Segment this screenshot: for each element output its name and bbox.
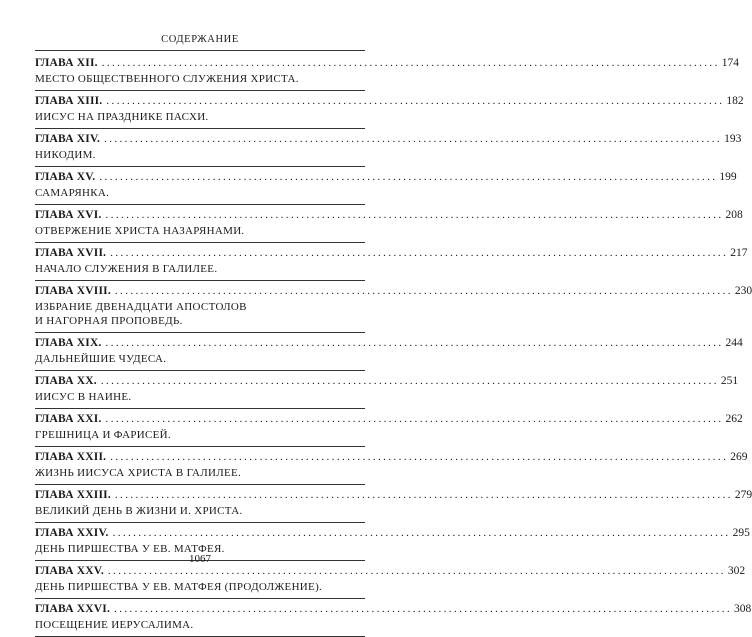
toc-entry-head [35, 93, 744, 110]
toc-entry-head [35, 169, 737, 186]
dot-leader: ........................................................................................................................ [105, 337, 724, 349]
toc-entry [35, 599, 752, 637]
toc-entry [35, 561, 746, 599]
toc-entry [35, 91, 744, 129]
chapter-title: И НАГОРНАЯ ПРОПОВЕДЬ. [35, 315, 183, 327]
dot-leader: ........................................................................................................................ [114, 603, 733, 615]
toc-entry-head [35, 487, 752, 504]
chapter-label: ГЛАВА XIII. [35, 95, 103, 107]
chapter-title: НАЧАЛО СЛУЖЕНИЯ В ГАЛИЛЕЕ. [35, 263, 218, 275]
toc-entry-head [35, 245, 748, 262]
toc-entry-head [35, 563, 746, 580]
chapter-page-number: 269 [730, 451, 748, 463]
chapter-page-number: 251 [720, 375, 739, 387]
chapter-title: МЕСТО ОБЩЕСТВЕННОГО СЛУЖЕНИЯ ХРИСТА. [35, 73, 299, 85]
dot-leader: ........................................................................................................................ [107, 565, 726, 577]
table-of-contents [35, 53, 752, 637]
toc-entry [35, 333, 743, 371]
toc-entry-head [35, 283, 752, 300]
dot-leader: ........................................................................................................................ [99, 171, 718, 183]
chapter-title: ГРЕШНИЦА И ФАРИСЕЙ. [35, 429, 171, 441]
chapter-page-number: 295 [732, 527, 750, 539]
chapter-page-number: 199 [719, 171, 737, 183]
dot-leader: ........................................................................................................................ [101, 57, 720, 69]
dot-leader: ........................................................................................................................ [105, 413, 724, 425]
toc-entry-head [35, 335, 743, 352]
toc-entry-head [35, 449, 748, 466]
toc-entry [35, 281, 752, 333]
header-rule [35, 50, 365, 51]
chapter-label: ГЛАВА XXIII. [35, 489, 111, 501]
chapter-title: ОТВЕРЖЕНИЕ ХРИСТА НАЗАРЯНАМИ. [35, 225, 245, 237]
chapter-page-number: 193 [724, 133, 742, 145]
toc-entry-head [35, 373, 739, 390]
chapter-title: САМАРЯНКА. [35, 187, 110, 199]
chapter-label: ГЛАВА XIX. [35, 337, 102, 349]
dot-leader: ........................................................................................................................ [112, 527, 731, 539]
dot-leader: ........................................................................................................................ [114, 285, 733, 297]
toc-entry-head [35, 207, 743, 224]
toc-entry [35, 53, 739, 91]
chapter-page-number: 208 [725, 209, 743, 221]
chapter-label: ГЛАВА XXV. [35, 565, 104, 577]
dot-leader: ........................................................................................................................ [106, 95, 725, 107]
chapter-title: ДЕНЬ ПИРШЕСТВА У ЕВ. МАТФЕЯ (ПРОДОЛЖЕНИЕ). [35, 581, 323, 593]
chapter-label: ГЛАВА XX. [35, 375, 97, 387]
chapter-title: ЖИЗНЬ ИИСУСА ХРИСТА В ГАЛИЛЕЕ. [35, 467, 242, 479]
chapter-label: ГЛАВА XXI. [35, 413, 102, 425]
chapter-title: ИИСУС В НАИНЕ. [35, 391, 132, 403]
chapter-label: ГЛАВА XXVI. [35, 603, 111, 615]
toc-entry [35, 485, 752, 523]
chapter-label: ГЛАВА XV. [35, 171, 96, 183]
toc-entry [35, 409, 743, 447]
chapter-label: ГЛАВА XVIII. [35, 285, 111, 297]
toc-entry-head [35, 55, 739, 72]
chapter-page-number: 262 [725, 413, 743, 425]
chapter-title: ИЗБРАНИЕ ДВЕНАДЦАТИ АПОСТОЛОВ [35, 301, 247, 313]
chapter-label: ГЛАВА XVI. [35, 209, 102, 221]
toc-entry [35, 205, 743, 243]
chapter-title: ВЕЛИКИЙ ДЕНЬ В ЖИЗНИ И. ХРИСТА. [35, 505, 243, 517]
toc-entry [35, 447, 748, 485]
toc-entry [35, 167, 737, 205]
chapter-title: ДАЛЬНЕЙШИЕ ЧУДЕСА. [35, 353, 167, 365]
page-number: 1067 [189, 553, 211, 565]
toc-entry [35, 371, 739, 409]
chapter-page-number: 230 [734, 285, 752, 297]
chapter-page-number: 217 [730, 247, 748, 259]
chapter-title: ИИСУС НА ПРАЗДНИКЕ ПАСХИ. [35, 111, 209, 123]
toc-entry [35, 243, 748, 281]
chapter-page-number: 302 [727, 565, 746, 577]
chapter-label: ГЛАВА XII. [35, 57, 98, 69]
chapter-page-number: 279 [734, 489, 752, 501]
chapter-title: ПОСЕЩЕНИЕ ИЕРУСАЛИМА. [35, 619, 194, 631]
toc-entry-head [35, 525, 750, 542]
running-header: СОДЕРЖАНИЕ [161, 34, 239, 45]
toc-entry-head [35, 601, 752, 618]
dot-leader: ........................................................................................................................ [110, 247, 729, 259]
chapter-page-number: 174 [721, 57, 739, 69]
toc-entry-head [35, 131, 742, 148]
dot-leader: ........................................................................................................................ [114, 489, 733, 501]
chapter-page-number: 244 [725, 337, 743, 349]
toc-entry-head [35, 411, 743, 428]
chapter-label: ГЛАВА XXII. [35, 451, 107, 463]
dot-leader: ........................................................................................................................ [100, 375, 719, 387]
chapter-page-number: 182 [726, 95, 744, 107]
toc-entry [35, 129, 742, 167]
chapter-label: ГЛАВА XXIV. [35, 527, 109, 539]
chapter-label: ГЛАВА XVII. [35, 247, 107, 259]
chapter-label: ГЛАВА XIV. [35, 133, 101, 145]
chapter-title: ДЕНЬ ПИРШЕСТВА У ЕВ. МАТФЕЯ. [35, 543, 225, 555]
dot-leader: ........................................................................................................................ [110, 451, 729, 463]
chapter-page-number: 308 [734, 603, 752, 615]
dot-leader: ........................................................................................................................ [104, 133, 723, 145]
dot-leader: ........................................................................................................................ [105, 209, 724, 221]
chapter-title: НИКОДИМ. [35, 149, 96, 161]
